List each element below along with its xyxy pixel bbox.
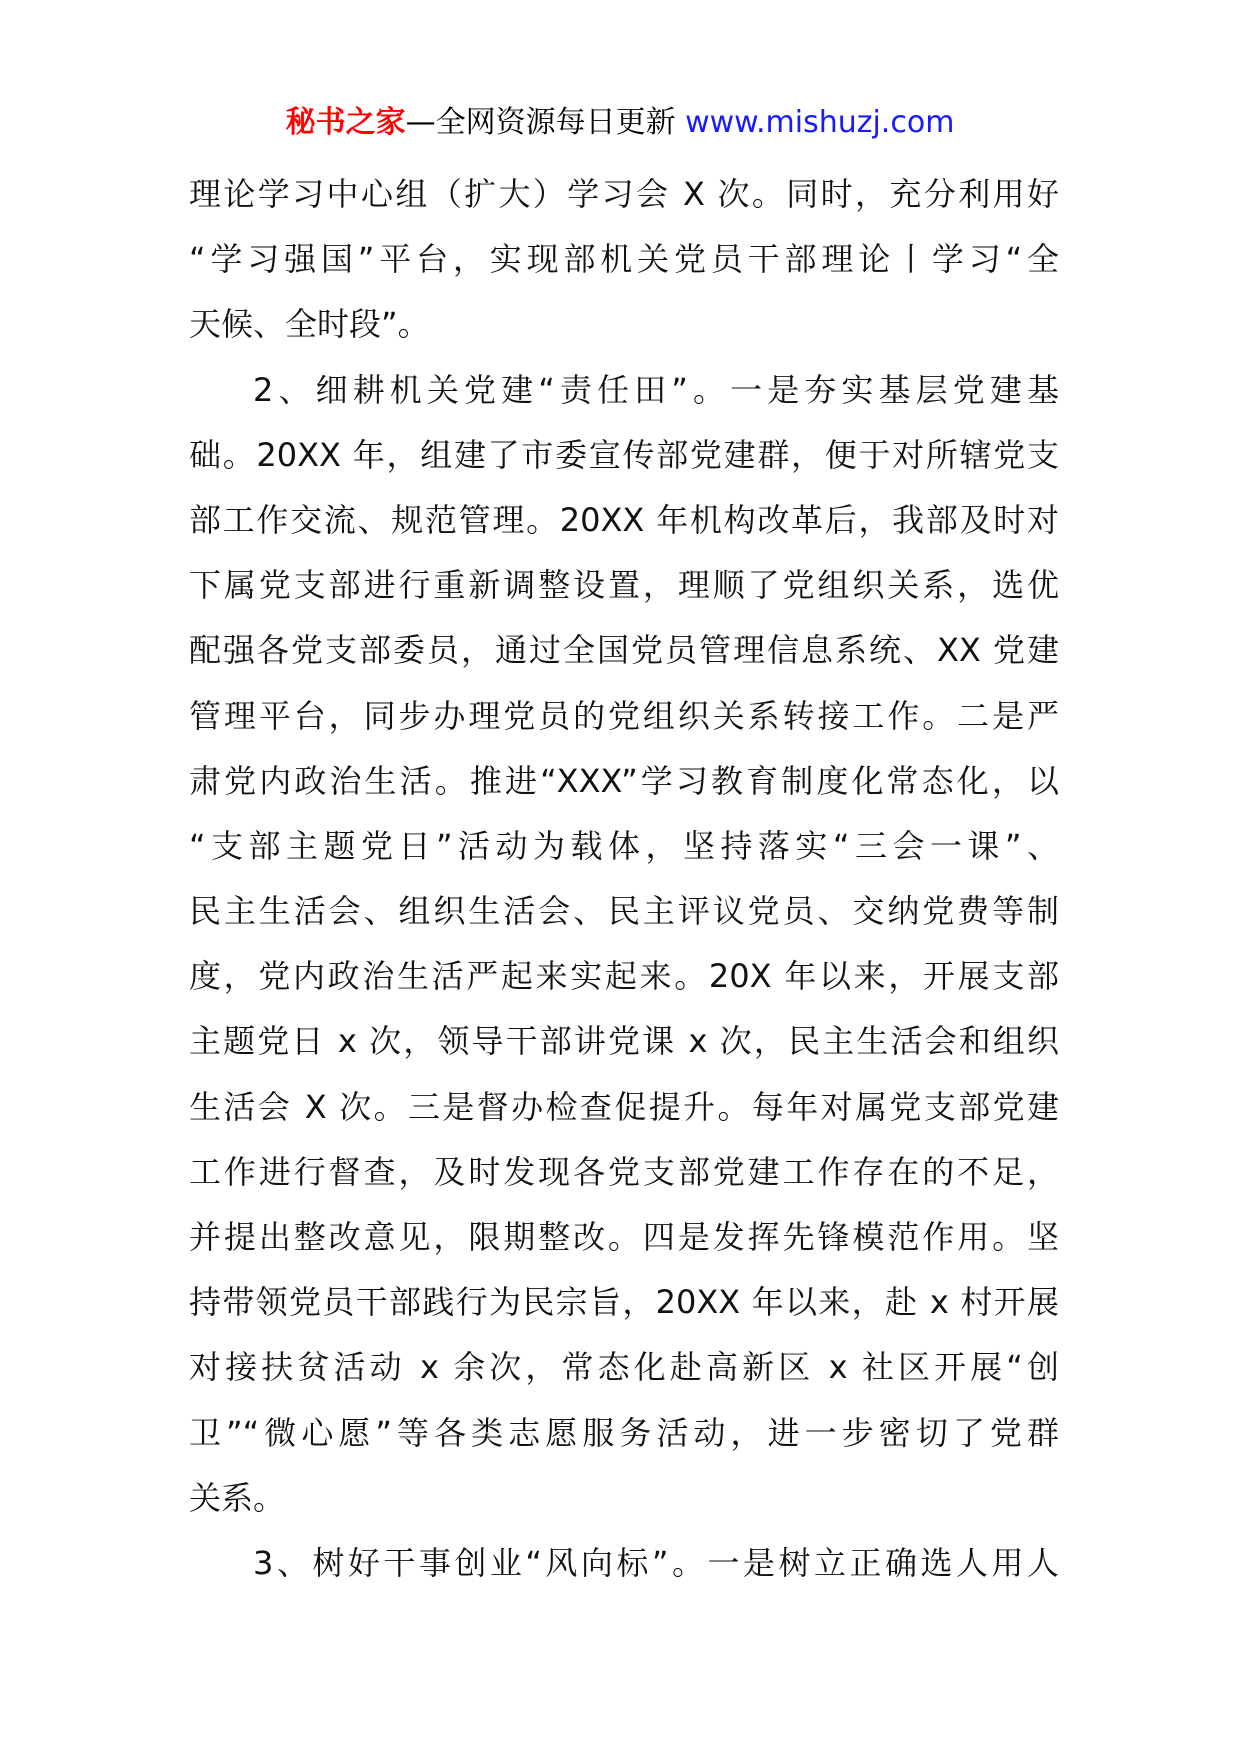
text-line: 度，党内政治生活严起来实起来。20X 年以来，开展支部	[189, 957, 1059, 996]
site-url-link[interactable]: www.mishuzj.com	[675, 105, 955, 140]
text-line: 部工作交流、规范管理。20XX 年机构改革后，我部及时对	[189, 500, 1059, 539]
text-line: “学习强国”平台，实现部机关党员干部理论丨学习“全	[189, 240, 1059, 279]
text-line: 工作进行督查，及时发现各党支部党建工作存在的不足，	[189, 1152, 1059, 1191]
text-line: 天候、全时段”。	[189, 305, 430, 344]
document-body	[189, 162, 1059, 1596]
text-line: 卫”“微心愿”等各类志愿服务活动，进一步密切了党群	[189, 1413, 1059, 1452]
brand-name: 秘书之家	[285, 105, 406, 140]
text-line: 持带领党员干部践行为民宗旨，20XX 年以来，赴 x 村开展	[189, 1283, 1059, 1322]
text-line: 管理平台，同步办理党员的党组织关系转接工作。二是严	[189, 696, 1059, 735]
text-line: 下属党支部进行重新调整设置，理顺了党组织关系，选优	[189, 566, 1059, 605]
text-line: 理论学习中心组（扩大）学习会 X 次。同时，充分利用好	[189, 175, 1059, 213]
header-tagline: —全网资源每日更新	[405, 105, 676, 140]
text-line: 肃党内政治生活。推进“XXX”学习教育制度化常态化，以	[189, 761, 1059, 800]
text-line: 主题党日 x 次，领导干部讲党课 x 次，民主生活会和组织	[189, 1022, 1059, 1061]
text-line: 民主生活会、组织生活会、民主评议党员、交纳党费等制	[189, 892, 1059, 931]
text-line: 并提出整改意见，限期整改。四是发挥先锋模范作用。坚	[189, 1218, 1059, 1256]
text-line: 配强各党支部委员，通过全国党员管理信息系统、XX 党建	[189, 631, 1059, 670]
text-line: 对接扶贫活动 x 余次，常态化赴高新区 x 社区开展“创	[189, 1348, 1059, 1387]
text-line: 础。20XX 年，组建了市委宣传部党建群，便于对所辖党支	[189, 435, 1059, 474]
section-heading-line: 3、树好干事创业“风向标”。一是树立正确选人用人	[253, 1543, 1059, 1582]
section-heading-line: 2、细耕机关党建“责任田”。一是夯实基层党建基	[253, 370, 1059, 409]
text-line: 生活会 X 次。三是督办检查促提升。每年对属党支部党建	[189, 1087, 1059, 1126]
site-header	[0, 103, 1240, 143]
text-line: “支部主题党日”活动为载体，坚持落实“三会一课”、	[189, 826, 1059, 865]
text-line: 关系。	[189, 1478, 286, 1517]
